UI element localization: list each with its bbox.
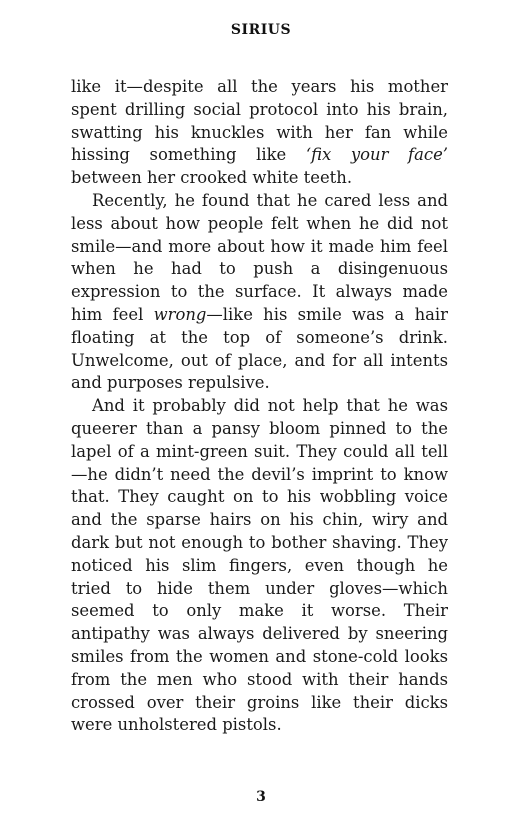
- paragraph-text: between her crooked white teeth.: [71, 168, 353, 188]
- paragraph: And it probably did not help that he was queerer than a pansy bloom pinned to the lapel of a mint-green suit. They could all tell—he didn’t need the devil’s imprint to know that. They caught on to his wobbling voice and the sparse hairs on his chin, wiry and dark but not enough to bother shaving. They noticed his slim fingers, even though he tried to hide them under gloves—which seemed to only make it worse. Their antipathy was always delivered by sneering smiles from the women and stone-cold looks from the men who stood with their hands crossed over their groins like their dicks were unholstered pistols.: [71, 396, 448, 735]
- emphasis-text: wrong: [153, 304, 207, 324]
- page-number: 3: [256, 789, 266, 805]
- paragraph: [71, 190, 448, 395]
- paragraph-text: like it—despite all the years his mother spent drilling social protocol into his brain, swatting his knuckles with her fan while hissing something like: [71, 77, 448, 165]
- paragraph-text: —like his smile was a hair floating at the top of someone’s drink. Unwelcome, out of place, and for all intents and purposes repulsive.: [71, 304, 448, 393]
- running-head-title: SIRIUS: [230, 22, 292, 38]
- emphasis-text: ‘fix your face’: [305, 145, 448, 165]
- body-text: [71, 76, 448, 737]
- paragraph-text: Recently, he found that he cared less and less about how people felt when he did not smile—and more about how it made him feel when he had to push a disingenuous expression to the surface. It always made him feel: [71, 190, 448, 324]
- paragraph-continuation: [71, 76, 448, 190]
